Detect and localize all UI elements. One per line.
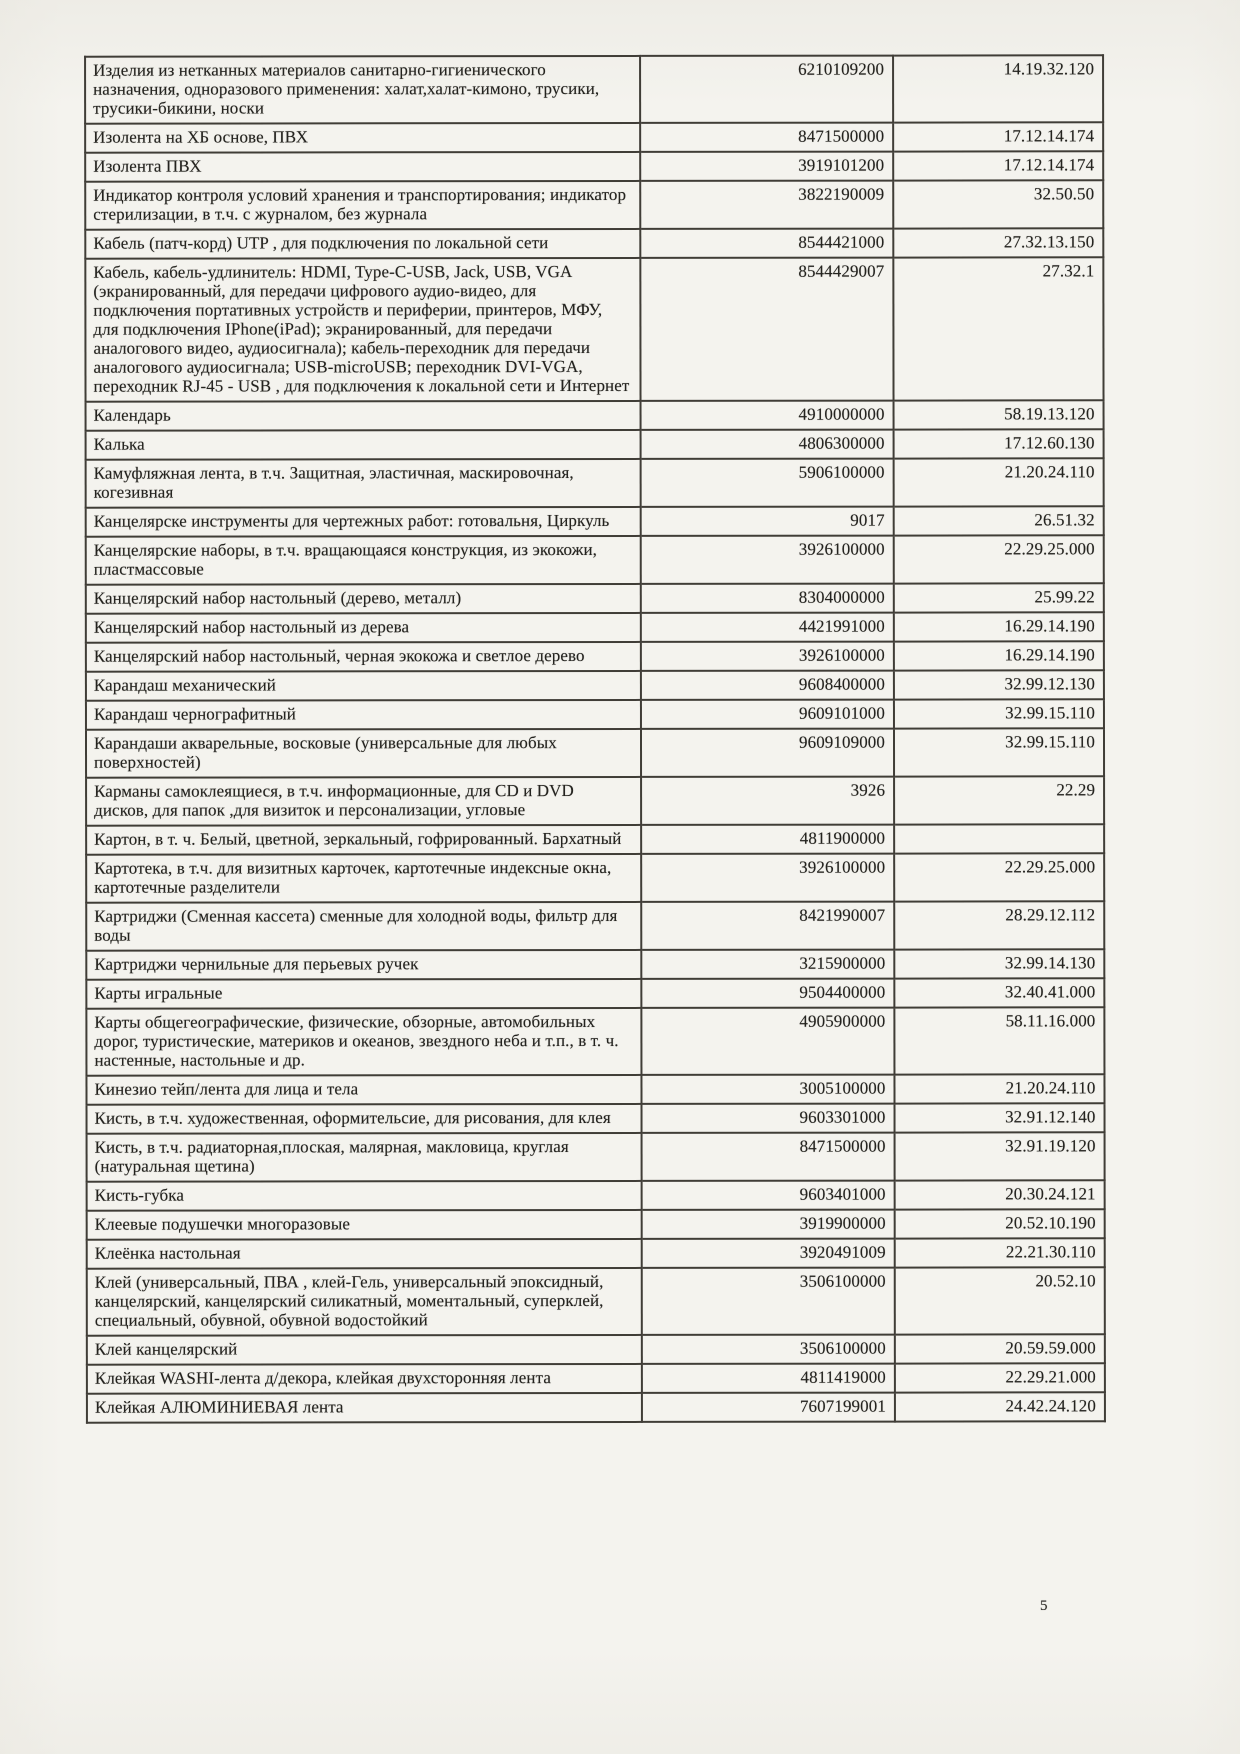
tnved-code-cell: 8304000000 <box>641 584 894 613</box>
table-row <box>87 1209 1105 1239</box>
okpd2-code-cell: 25.99.22 <box>894 583 1104 612</box>
product-description-cell: Картриджи (Сменная кассета) сменные для холодной воды, фильтр для воды <box>86 902 641 951</box>
okpd2-code-cell: 20.59.59.000 <box>895 1334 1105 1363</box>
product-description-cell: Кисть, в т.ч. художественная, оформительсие, для рисования, для клея <box>87 1104 642 1134</box>
product-description-cell: Кабель (патч-корд) UTP , для подключения по локальной сети <box>85 229 640 259</box>
tnved-code-cell: 4910000000 <box>641 401 894 430</box>
table-row <box>85 228 1103 258</box>
tnved-code-cell: 9608400000 <box>641 671 894 700</box>
okpd2-code-cell: 32.50.50 <box>893 180 1103 228</box>
table-row <box>85 151 1103 181</box>
product-description-cell: Кисть, в т.ч. радиаторная,плоская, малярная, макловица, круглая (натуральная щетина) <box>87 1133 642 1182</box>
product-description-cell: Кисть-губка <box>87 1181 642 1211</box>
table-row <box>86 612 1104 642</box>
table-row <box>86 670 1104 700</box>
table-row <box>87 1363 1105 1393</box>
product-description-cell: Карты игральные <box>86 979 641 1009</box>
table-row <box>86 535 1104 584</box>
okpd2-code-cell: 20.52.10 <box>895 1267 1105 1334</box>
okpd2-code-cell: 32.99.15.110 <box>894 699 1104 728</box>
product-description-cell: Кабель, кабель-удлинитель: HDMI, Type-C-USB, Jack, USB, VGA (экранированный, для передачи цифрового аудио-видео, для подключения портативных устройств и периферии, принтеров, МФУ, для подключения IPhone(iPad); экранированный, для передачи аналогового видео, аудиосигнала); кабель-переходник для передачи аналогового аудиосигнала; USB-microUSB; переходник DVI-VGA, переходник RJ-45 - USB , для подключения к локальной сети и Интернет <box>85 258 640 402</box>
tnved-code-cell: 3919101200 <box>640 152 893 181</box>
okpd2-code-cell: 22.29.25.000 <box>894 853 1104 901</box>
product-description-cell: Клей канцелярский <box>87 1335 642 1365</box>
okpd2-code-cell: 27.32.1 <box>893 257 1103 400</box>
table-row <box>85 180 1103 229</box>
product-description-cell: Канцелярский набор настольный из дерева <box>86 613 641 643</box>
okpd2-code-cell: 22.29.21.000 <box>895 1363 1105 1392</box>
table-row <box>87 1392 1105 1422</box>
table-row <box>86 728 1104 777</box>
product-description-cell: Картриджи чернильные для перьевых ручек <box>86 950 641 980</box>
product-description-cell: Изделия из нетканных материалов санитарно-гигиенического назначения, одноразового применения: халат,халат-кимоно, трусики, трусики-бикини, носки <box>85 56 640 124</box>
tnved-code-cell: 4811419000 <box>642 1364 895 1393</box>
okpd2-code-cell: 17.12.60.130 <box>894 429 1104 458</box>
product-description-cell: Клеевые подушечки многоразовые <box>87 1210 642 1240</box>
product-description-cell: Клеёнка настольная <box>87 1239 642 1269</box>
tnved-code-cell: 5906100000 <box>641 459 894 507</box>
okpd2-code-cell: 21.20.24.110 <box>894 1074 1104 1103</box>
okpd2-code-cell: 22.29 <box>894 776 1104 824</box>
tnved-code-cell: 3005100000 <box>641 1075 894 1104</box>
tnved-code-cell: 8471500000 <box>640 123 893 152</box>
product-description-cell: Карманы самоклеящиеся, в т.ч. информационные, для CD и DVD дисков, для папок ,для визиток и персонализации, угловые <box>86 777 641 826</box>
tnved-code-cell: 9603401000 <box>642 1181 895 1210</box>
table-row <box>86 699 1104 729</box>
tnved-code-cell: 9504400000 <box>641 979 894 1008</box>
table-row <box>87 1267 1105 1335</box>
tnved-code-cell: 9017 <box>641 507 894 536</box>
tnved-code-cell: 4421991000 <box>641 613 894 642</box>
okpd2-code-cell: 14.19.32.120 <box>893 55 1103 122</box>
tnved-code-cell: 4811900000 <box>641 825 894 854</box>
product-description-cell: Изолента на ХБ основе, ПВХ <box>85 123 640 153</box>
product-description-cell: Клейкая АЛЮМИНИЕВАЯ лента <box>87 1393 642 1423</box>
tnved-code-cell: 8421990007 <box>641 902 894 950</box>
tnved-code-cell: 3919900000 <box>642 1210 895 1239</box>
table-row <box>86 458 1104 507</box>
product-description-cell: Клей (универсальный, ПВА , клей-Гель, универсальный эпоксидный, канцелярский, канцелярский силикатный, моментальный, суперклей, специальный, обувной, обувной водостойкий <box>87 1268 642 1336</box>
product-description-cell: Канцелярские наборы, в т.ч. вращающаяся конструкция, из экокожи, пластмассовые <box>86 536 641 585</box>
tnved-code-cell: 3926100000 <box>641 536 894 584</box>
table-row <box>85 257 1103 401</box>
table-row <box>86 506 1104 536</box>
table-row <box>86 824 1104 854</box>
table-row <box>86 853 1104 902</box>
product-description-cell: Калька <box>86 430 641 460</box>
product-table-body <box>85 55 1105 1422</box>
okpd2-code-cell: 17.12.14.174 <box>893 122 1103 151</box>
table-row <box>86 901 1104 950</box>
product-description-cell: Канцелярский набор настольный (дерево, металл) <box>86 584 641 614</box>
okpd2-code-cell: 20.30.24.121 <box>895 1180 1105 1209</box>
product-description-cell: Карандаш механический <box>86 671 641 701</box>
table-row <box>86 1074 1104 1104</box>
tnved-code-cell: 4806300000 <box>641 430 894 459</box>
table-row <box>86 949 1104 979</box>
tnved-code-cell: 3920491009 <box>642 1239 895 1268</box>
okpd2-code-cell: 32.91.19.120 <box>895 1132 1105 1180</box>
tnved-code-cell: 9609101000 <box>641 700 894 729</box>
product-description-cell: Карандаши акварельные, восковые (универсальные для любых поверхностей) <box>86 729 641 778</box>
okpd2-code-cell: 17.12.14.174 <box>893 151 1103 180</box>
table-row <box>87 1103 1105 1133</box>
tnved-code-cell: 9609109000 <box>641 729 894 777</box>
tnved-code-cell: 3926 <box>641 777 894 825</box>
product-description-cell: Картотека, в т.ч. для визитных карточек, картотечные индексные окна, картотечные разделители <box>86 854 641 903</box>
table-row <box>86 978 1104 1008</box>
product-description-cell: Календарь <box>86 401 641 431</box>
tnved-code-cell: 3506100000 <box>642 1335 895 1364</box>
tnved-code-cell: 9603301000 <box>642 1104 895 1133</box>
tnved-code-cell: 6210109200 <box>640 56 893 123</box>
product-description-cell: Изолента ПВХ <box>85 152 640 182</box>
tnved-code-cell: 8471500000 <box>642 1133 895 1181</box>
table-row <box>86 641 1104 671</box>
product-description-cell: Камуфляжная лента, в т.ч. Защитная, эластичная, маскировочная, когезивная <box>86 459 641 508</box>
table-row <box>86 429 1104 459</box>
products-table <box>84 54 1106 1423</box>
product-description-cell: Индикатор контроля условий хранения и транспортирования; индикатор стерилизации, в т.ч. с журналом, без журнала <box>85 181 640 230</box>
tnved-code-cell: 3215900000 <box>641 950 894 979</box>
table-row <box>85 55 1103 123</box>
okpd2-code-cell: 58.11.16.000 <box>894 1007 1104 1074</box>
tnved-code-cell: 7607199001 <box>642 1393 895 1422</box>
tnved-code-cell: 3822190009 <box>640 181 893 229</box>
okpd2-code-cell: 32.40.41.000 <box>894 978 1104 1007</box>
product-description-cell: Карты общегеографические, физические, обзорные, автомобильных дорог, туристические, материков и океанов, звездного неба и т.п., в т. ч. настенные, настольные и др. <box>86 1008 641 1076</box>
okpd2-code-cell: 20.52.10.190 <box>895 1209 1105 1238</box>
page-number: 5 <box>1040 1598 1048 1614</box>
tnved-code-cell: 4905900000 <box>641 1008 894 1075</box>
table-row <box>87 1334 1105 1364</box>
tnved-code-cell: 8544421000 <box>640 229 893 258</box>
table-row <box>86 583 1104 613</box>
product-description-cell: Картон, в т. ч. Белый, цветной, зеркальный, гофрированный. Бархатный <box>86 825 641 855</box>
table-row <box>87 1180 1105 1210</box>
table-row <box>86 400 1104 430</box>
okpd2-code-cell: 16.29.14.190 <box>894 641 1104 670</box>
table-row <box>87 1132 1105 1181</box>
product-description-cell: Клейкая WASHI-лента д/декора, клейкая двухсторонняя лента <box>87 1364 642 1394</box>
table-row <box>87 1238 1105 1268</box>
product-description-cell: Кинезио тейп/лента для лица и тела <box>86 1075 641 1105</box>
okpd2-code-cell: 22.29.25.000 <box>894 535 1104 583</box>
table-row <box>86 776 1104 825</box>
tnved-code-cell: 3506100000 <box>642 1268 895 1335</box>
okpd2-code-cell: 27.32.13.150 <box>893 228 1103 257</box>
tnved-code-cell: 3926100000 <box>641 642 894 671</box>
okpd2-code-cell: 32.99.15.110 <box>894 728 1104 776</box>
tnved-code-cell: 8544429007 <box>640 258 893 401</box>
okpd2-code-cell: 26.51.32 <box>894 506 1104 535</box>
tnved-code-cell: 3926100000 <box>641 854 894 902</box>
product-description-cell: Карандаш чернографитный <box>86 700 641 730</box>
product-description-cell: Канцелярский набор настольный, черная экокожа и светлое дерево <box>86 642 641 672</box>
okpd2-code-cell: 32.91.12.140 <box>895 1103 1105 1132</box>
table-row <box>85 122 1103 152</box>
okpd2-code-cell: 58.19.13.120 <box>894 400 1104 429</box>
okpd2-code-cell: 32.99.14.130 <box>894 949 1104 978</box>
okpd2-code-cell <box>894 824 1104 853</box>
okpd2-code-cell: 21.20.24.110 <box>894 458 1104 506</box>
product-description-cell: Канцелярске инструменты для чертежных работ: готовальня, Циркуль <box>86 507 641 537</box>
table-row <box>86 1007 1104 1075</box>
okpd2-code-cell: 24.42.24.120 <box>895 1392 1105 1421</box>
okpd2-code-cell: 22.21.30.110 <box>895 1238 1105 1267</box>
okpd2-code-cell: 28.29.12.112 <box>894 901 1104 949</box>
okpd2-code-cell: 32.99.12.130 <box>894 670 1104 699</box>
okpd2-code-cell: 16.29.14.190 <box>894 612 1104 641</box>
